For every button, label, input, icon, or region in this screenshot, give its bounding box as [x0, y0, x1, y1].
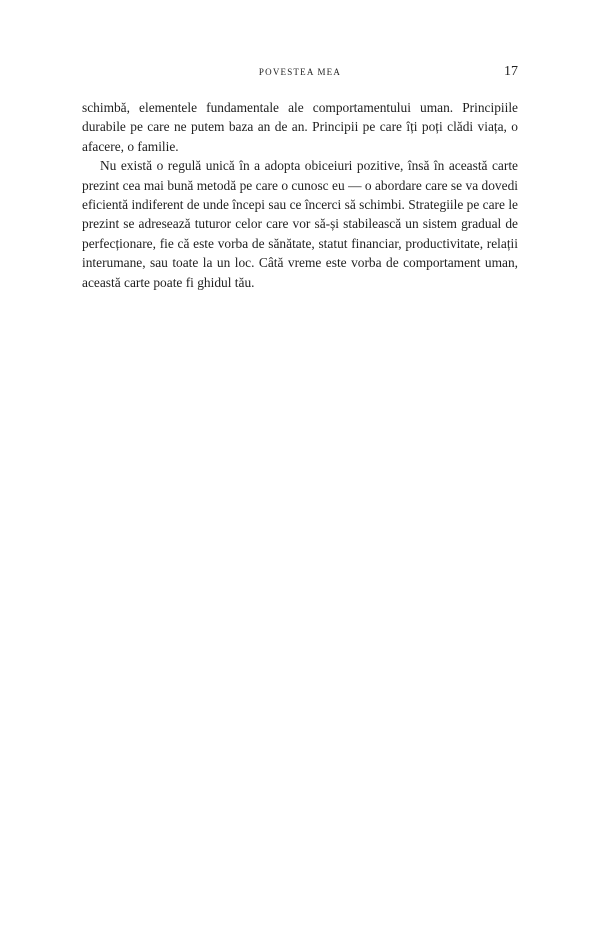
page-number: 17	[504, 64, 518, 79]
paragraph: Nu există o regulă unică în a adopta obiceiuri pozitive, însă în această carte prezint cea mai bună metodă pe care o cunosc eu — o abordare care se va dovedi eficientă indiferent de unde începi sau ce încerci să schimbi. Strategiile pe care le prezint se adresează tuturor celor care vor să-și stabilească un sistem gradual de perfecționare, fie că este vorba de sănătate, statut financiar, productivitate, relații interumane, sau toate la un loc. Câtă vreme este vorba de comportament uman, această carte poate fi ghidul tău.	[82, 158, 518, 290]
running-header	[82, 64, 518, 84]
body-text	[82, 98, 518, 292]
paragraph-continued: schimbă, elementele fundamentale ale comportamentului uman. Principiile durabile pe care ne putem baza an de an. Principii pe care îți poți clădi viața, o afacere, o familie.	[82, 100, 518, 154]
running-title: POVESTEA MEA	[258, 67, 342, 77]
